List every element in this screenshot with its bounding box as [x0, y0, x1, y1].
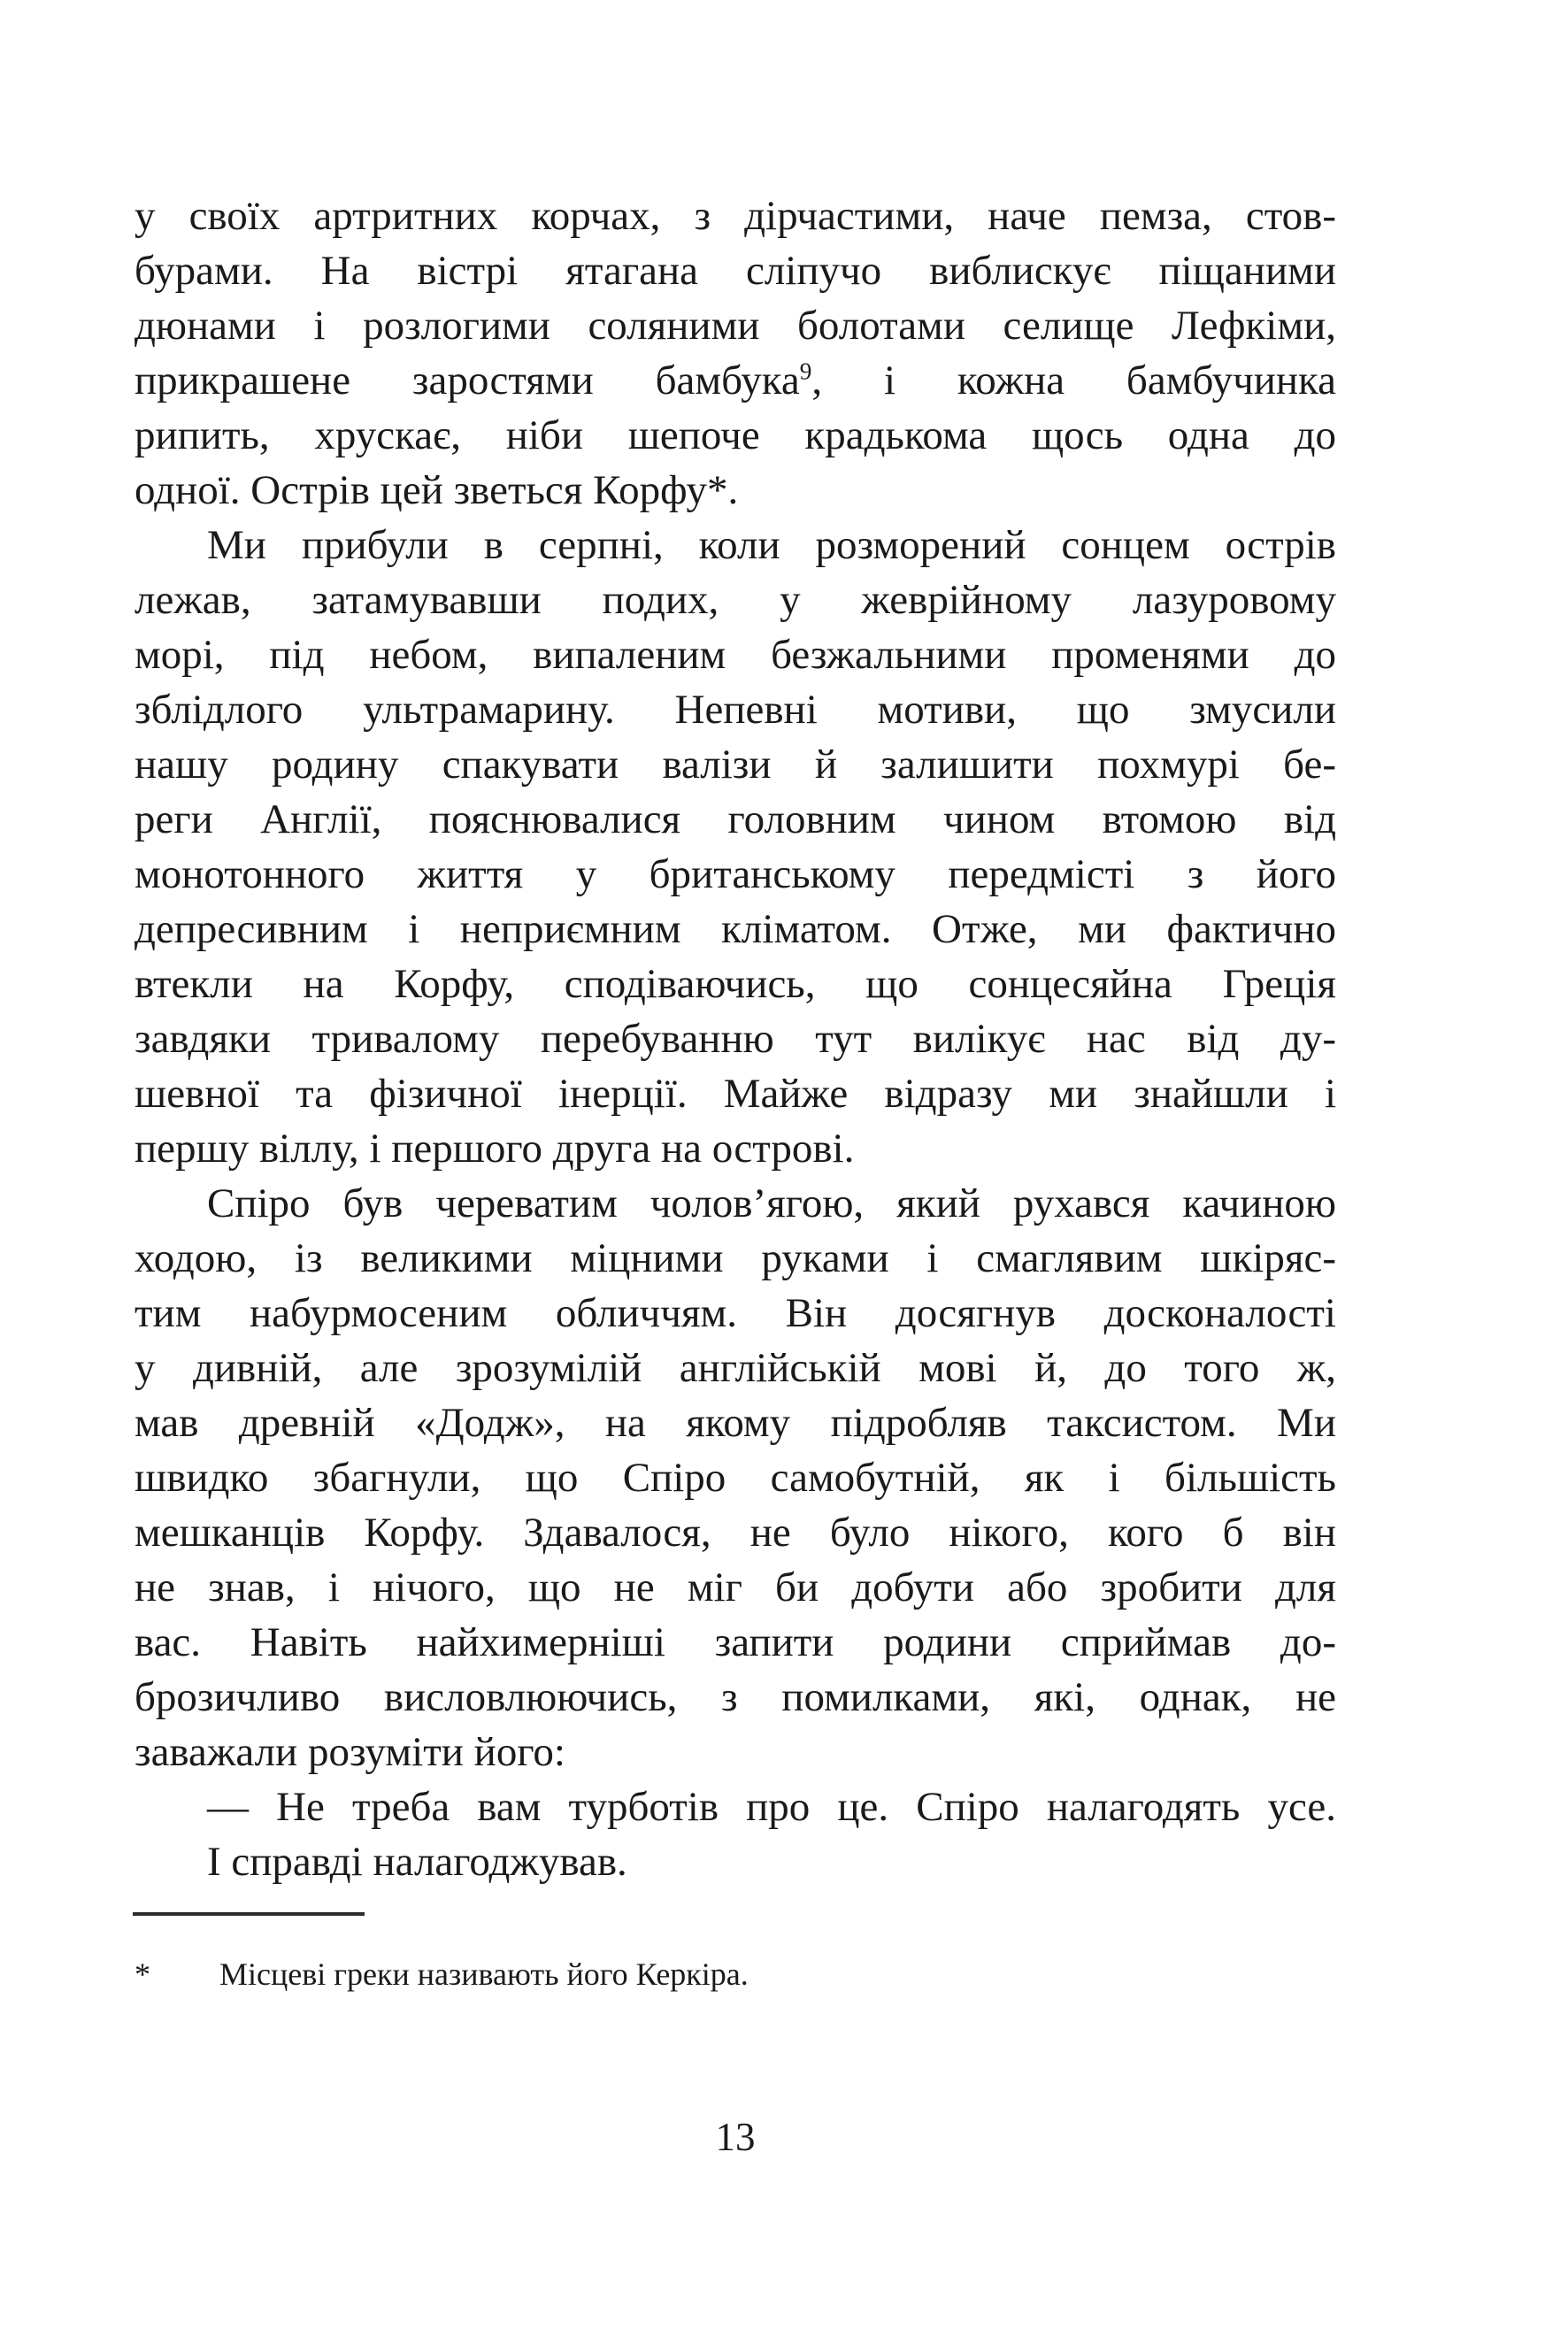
text-line: мешканців Корфу. Здавалося, не було нікого, кого б він — [135, 1510, 1336, 1556]
text-line: реги Англії, пояснювалися головним чином втомою від — [135, 796, 1336, 842]
text-line: нашу родину спакувати валізи й залишити похмурі бе- — [135, 742, 1336, 788]
text-line: бурами. На вістрі ятагана сліпучо виблискує піщаними — [135, 248, 1336, 294]
footnote-marker: * — [135, 1956, 150, 1992]
text-line: ходою, із великими міцними руками і смаглявим шкіряс- — [135, 1235, 1336, 1281]
text-line: швидко збагнули, що Спіро самобутній, як і більшість — [135, 1455, 1336, 1501]
text-line: рипить, хрускає, ніби шепоче крадькома щось одна до — [135, 412, 1336, 458]
footnote-reference: 9 — [799, 357, 812, 385]
text-line: Ми прибули в серпні, коли розморений сонцем острів — [207, 522, 1336, 568]
text-line: у дивній, але зрозумілій англійській мові й, до того ж, — [135, 1345, 1336, 1391]
text-line: І справді налагоджував. — [207, 1839, 627, 1885]
text-line: вас. Навіть найхимерніші запити родини сприймав до- — [135, 1619, 1336, 1665]
body-text — [135, 188, 1336, 1889]
text-line: шевної та фізичної інерції. Майже відразу ми знайшли і — [135, 1071, 1336, 1117]
text-line: заважали розуміти його: — [135, 1729, 565, 1775]
footnote — [135, 1954, 1336, 1995]
text-line: втекли на Корфу, сподіваючись, що сонцесяйна Греція — [135, 961, 1336, 1007]
text-line: тим набурмосеним обличчям. Він досягнув досконалості — [135, 1290, 1336, 1336]
text-line: у своїх артритних корчах, з дірчастими, наче пемза, стов- — [135, 193, 1336, 239]
footnote-text: Місцеві греки називають його Керкіра. — [219, 1956, 749, 1992]
text-line: Спіро був череватим чолов’ягою, який рухався качиною — [207, 1180, 1336, 1226]
text-line: першу віллу, і першого друга на острові. — [135, 1126, 855, 1172]
text-line: монотонного життя у британському передмісті з його — [135, 851, 1336, 897]
text-line: завдяки тривалому перебуванню тут вилікує нас від ду- — [135, 1016, 1336, 1062]
text-line: лежав, затамувавши подих, у жеврійному лазуровому — [135, 577, 1336, 623]
page-number: 13 — [715, 2115, 756, 2159]
text-line: брозичливо висловлюючись, з помилками, які, однак, не — [135, 1674, 1336, 1720]
text-line: дюнами і розлогими соляними болотами селище Лефкіми, — [135, 303, 1336, 349]
text-line: — Не треба вам турботів про це. Спіро налагодять усе. — [207, 1784, 1336, 1830]
text-line: не знав, і нічого, що не міг би добути або зробити для — [135, 1564, 1336, 1610]
text-line: депресивним і неприємним кліматом. Отже, ми фактично — [135, 906, 1336, 952]
text-line: морі, під небом, випаленим безжальними променями до — [135, 632, 1336, 678]
text-line: зблідлого ультрамарину. Непевні мотиви, що змусили — [135, 687, 1336, 733]
text-line: мав древній «Додж», на якому підробляв таксистом. Ми — [135, 1400, 1336, 1446]
footnote-separator — [133, 1912, 365, 1916]
text-line: прикрашене заростями бамбука$^9$, і кожна бамбучинка — [135, 357, 1336, 404]
text-line: одної. Острів цей зветься Корфу*. — [135, 467, 739, 513]
